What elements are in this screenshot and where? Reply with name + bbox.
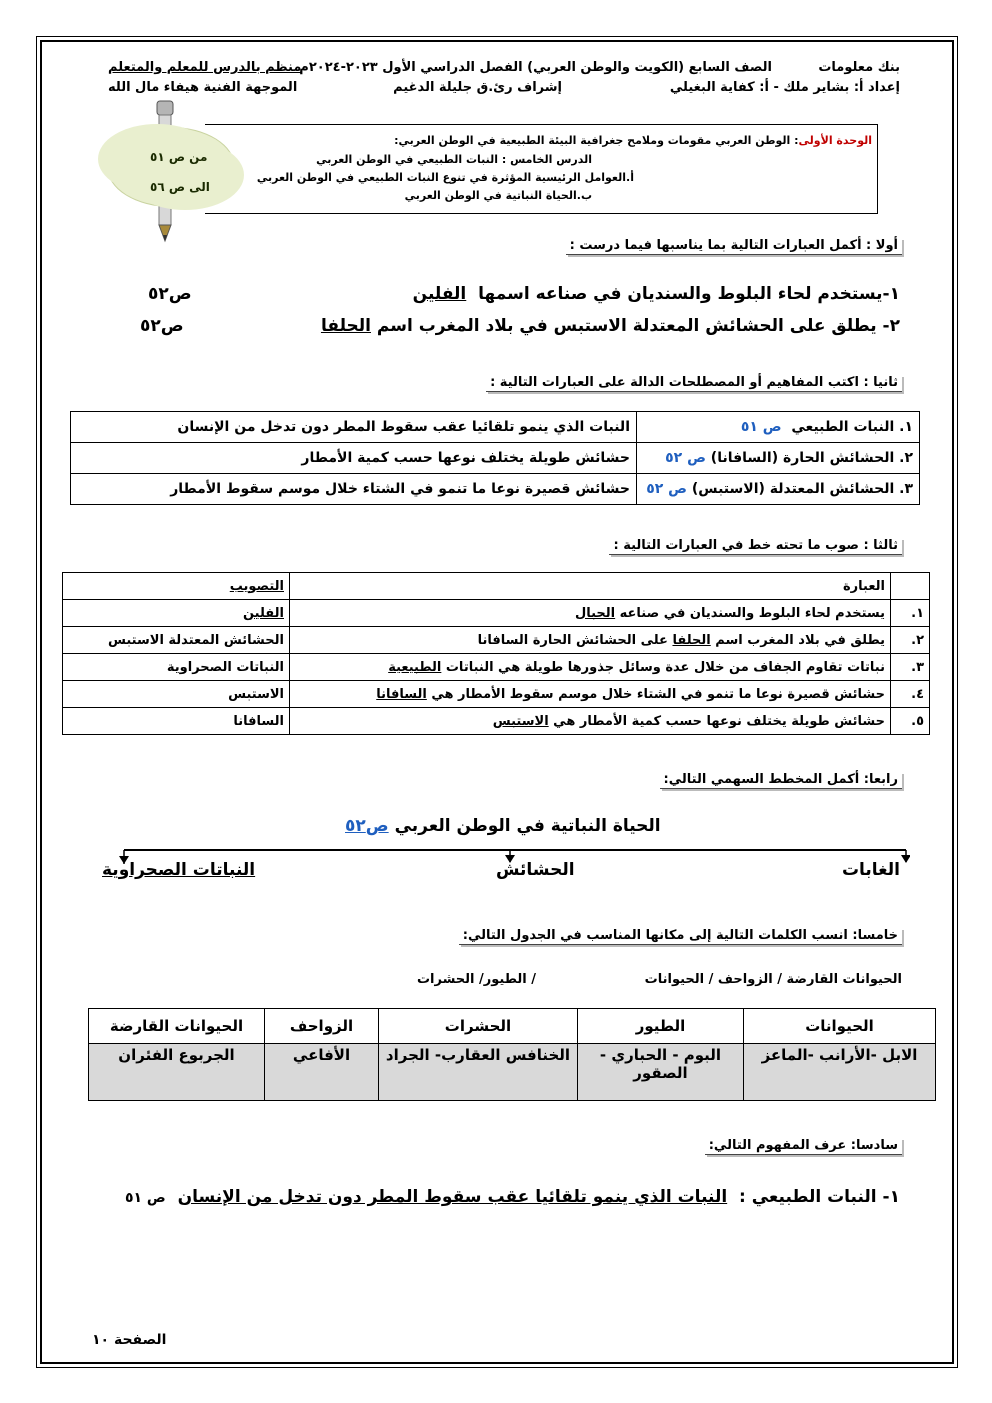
s6-item: ١- النبات الطبيعي : النبات الذي ينمو تلقائيا عقب سقوط المطر دون تدخل من الإنسان ص ٥١	[124, 1187, 900, 1207]
concept-term: ١. النبات الطبيعي ص ٥١	[637, 412, 920, 443]
table-row: ١. يستخدم لحاء البلوط والسنديان في صناعه الحبال الفلين	[63, 600, 930, 627]
diagram-title: الحياة النباتية في الوطن العربي ص٥٢	[345, 816, 661, 836]
table-row: ٤. حشائش قصيرة نوعا ما تنمو في الشتاء خلال موسم سقوط الأمطار هي السافانا الاستبس	[63, 681, 930, 708]
table-row: ٥. حشائش طويلة يختلف نوعها حسب كمية الأمطار هي الاستبس السافانا	[63, 708, 930, 735]
concept-term: ٣. الحشائش المعتدلة (الاستبس) ص ٥٢	[637, 474, 920, 505]
s1-item-2: ٢- يطلق على الحشائش المعتدلة الاستبس في بلاد المغرب اسم الحلفا	[320, 316, 900, 336]
lesson-title: الدرس الخامس : النبات الطبيعي في الوطن العربي	[316, 153, 592, 166]
s1-item-1: ١-يستخدم لحاء البلوط والسنديان في صناعه اسمها الفلين	[412, 284, 900, 304]
header-prepared-by: إعداد أ: بشاير ملك - أ: كفاية البغيلي	[669, 80, 900, 95]
lesson-point-b: ب.الحياة النباتية في الوطن العربي	[404, 189, 592, 202]
col-correction: التصويب	[63, 573, 290, 600]
table-row	[71, 474, 920, 505]
section3-title: ثالثا : صوب ما تحته خط في العبارات التالية :	[609, 538, 902, 555]
header-grade: الصف السابع (الكويت والوطن العربي) الفصل الدراسي الأول ٢٠٢٣-٢٠٢٤م	[299, 60, 772, 75]
table-row: ٢. يطلق في بلاد المغرب اسم الحلفا على الحشائش الحارة السافانا الحشائش المعتدلة الاستبس	[63, 627, 930, 654]
header-supervision: إشراف رئ.ق جليلة الدغيم	[393, 80, 562, 95]
s1-item-2-page: ص٥٢	[140, 316, 184, 336]
table-row: الابل -الأرانب -الماعز البوم - الحباري - الصقور الخنافس العقارب- الجراد الأفاعي الجربوع الفئران	[89, 1044, 936, 1101]
concept-definition: النبات الذي ينمو تلقائيا عقب سقوط المطر دون تدخل من الإنسان	[71, 412, 637, 443]
section4-title: رابعا: أكمل المخطط السهمي التالي:	[660, 772, 902, 789]
header-bank: بنك معلومات	[818, 60, 900, 75]
page-range-cloud	[108, 128, 234, 206]
branch-desert-plants: النباتات الصحراوية	[102, 860, 256, 880]
correction-cell: الفلين	[63, 600, 290, 627]
header-organizer: منظم بالدرس للمعلم والمتعلم	[108, 60, 302, 75]
section1-title: أولا : أكمل العبارات التالية بما يناسبها فيما درست :	[566, 238, 902, 255]
correction-table	[62, 572, 930, 735]
col-statement: العبارة	[290, 573, 891, 600]
correction-cell: النباتات الصحراوية	[63, 654, 290, 681]
table-row: ٣. نباتات تقاوم الجفاف من خلال عدة وسائل جذورها طويلة هي النباتات الطبيعية النباتات الصحراوية	[63, 654, 930, 681]
lesson-point-a: أ.العوامل الرئيسية المؤثرة في تنوع النبات الطبيعي في الوطن العربي	[256, 171, 634, 184]
table-row	[71, 412, 920, 443]
branch-grasslands: الحشائش	[496, 860, 575, 880]
page-range-from: من ص ٥١	[150, 150, 208, 164]
correction-cell: الاستبس	[63, 681, 290, 708]
word-bank-b: / الطيور/ الحشرات	[416, 972, 536, 987]
section2-title: ثانيا : اكتب المفاهيم أو المصطلحات الدالة على العبارات التالية :	[486, 375, 902, 392]
concept-definition: حشائش طويلة يختلف نوعها حسب كمية الأمطار	[71, 443, 637, 474]
page-range-to: الى ص ٥٦	[150, 180, 210, 194]
classification-table	[88, 1008, 936, 1101]
page-number: الصفحة ١٠	[92, 1332, 167, 1348]
s1-item-1-page: ص٥٢	[148, 284, 192, 304]
header-supervisor: الموجهة الفنية هيفاء مال الله	[108, 80, 298, 95]
section6-title: سادسا: عرف المفهوم التالي:	[705, 1138, 902, 1155]
section5-title: خامسا: انسب الكلمات التالية إلى مكانها المناسب في الجدول التالي:	[459, 928, 902, 945]
unit-heading: الوحدة الأولى: الوطن العربي مقومات وملامح جغرافية البيئة الطبيعية في الوطن العربي:	[394, 134, 872, 147]
correction-cell: الحشائش المعتدلة الاستبس	[63, 627, 290, 654]
concept-term: ٢. الحشائش الحارة (السافانا) ص ٥٢	[637, 443, 920, 474]
concepts-table	[70, 411, 920, 505]
table-header-row: الحيوانات الطيور الحشرات الزواحف الحيوانات القارضة	[89, 1009, 936, 1044]
concept-definition: حشائش قصيرة نوعا ما تنمو في الشتاء خلال موسم سقوط الأمطار	[71, 474, 637, 505]
correction-cell: السافانا	[63, 708, 290, 735]
table-header-row	[63, 573, 930, 600]
word-bank-a: الحيوانات القارضة / الزواحف / الحيوانات	[644, 972, 902, 987]
branch-forests: الغابات	[841, 860, 900, 880]
table-row	[71, 443, 920, 474]
